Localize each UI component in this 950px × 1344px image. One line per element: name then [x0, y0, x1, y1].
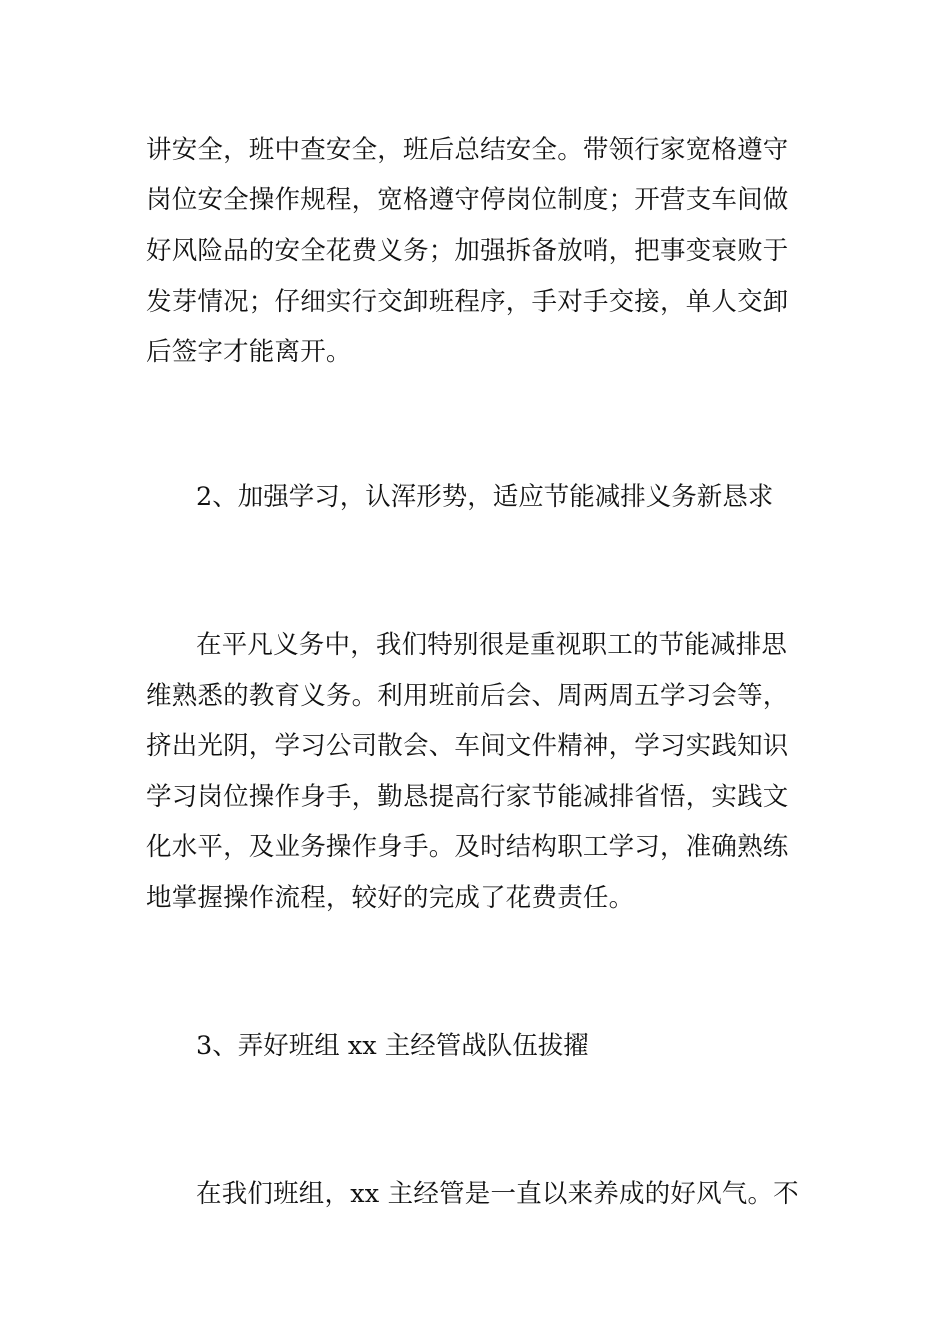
paragraph-line: 在平凡义务中，我们特别很是重视职工的节能减排思: [196, 630, 788, 660]
paragraph-line: 后签字才能离开。: [146, 337, 352, 367]
paragraph-line: 挤出光阴，学习公司散会、车间文件精神，学习实践知识: [146, 731, 789, 761]
paragraph-line: 好风险品的安全花费义务；加强拆备放哨，把事变衰败于: [146, 236, 789, 266]
paragraph-line: 讲安全，班中查安全，班后总结安全。带领行家宽格遵守: [146, 135, 789, 165]
paragraph-line: 地掌握操作流程，较好的完成了花费责任。: [146, 883, 635, 913]
paragraph-line: 学习岗位操作身手，勤恳提高行家节能减排省悟，实践文: [146, 782, 789, 812]
paragraph-line: 化水平，及业务操作身手。及时结构职工学习，准确熟练: [146, 832, 789, 862]
paragraph-line: 岗位安全操作规程，宽格遵守停岗位制度；开营支车间做: [146, 185, 789, 215]
section-heading-2: 2、加强学习，认浑形势，适应节能减排义务新恳求: [196, 482, 774, 512]
paragraph-line: 发芽情况；仔细实行交卸班程序，手对手交接，单人交卸: [146, 287, 789, 317]
paragraph-line: 维熟悉的教育义务。利用班前后会、周两周五学习会等，: [146, 681, 789, 711]
paragraph-line: 在我们班组，xx 主经管是一直以来养成的好风气。不: [196, 1179, 799, 1209]
section-heading-3: 3、弄好班组 xx 主经管战队伍拔擢: [196, 1031, 589, 1061]
